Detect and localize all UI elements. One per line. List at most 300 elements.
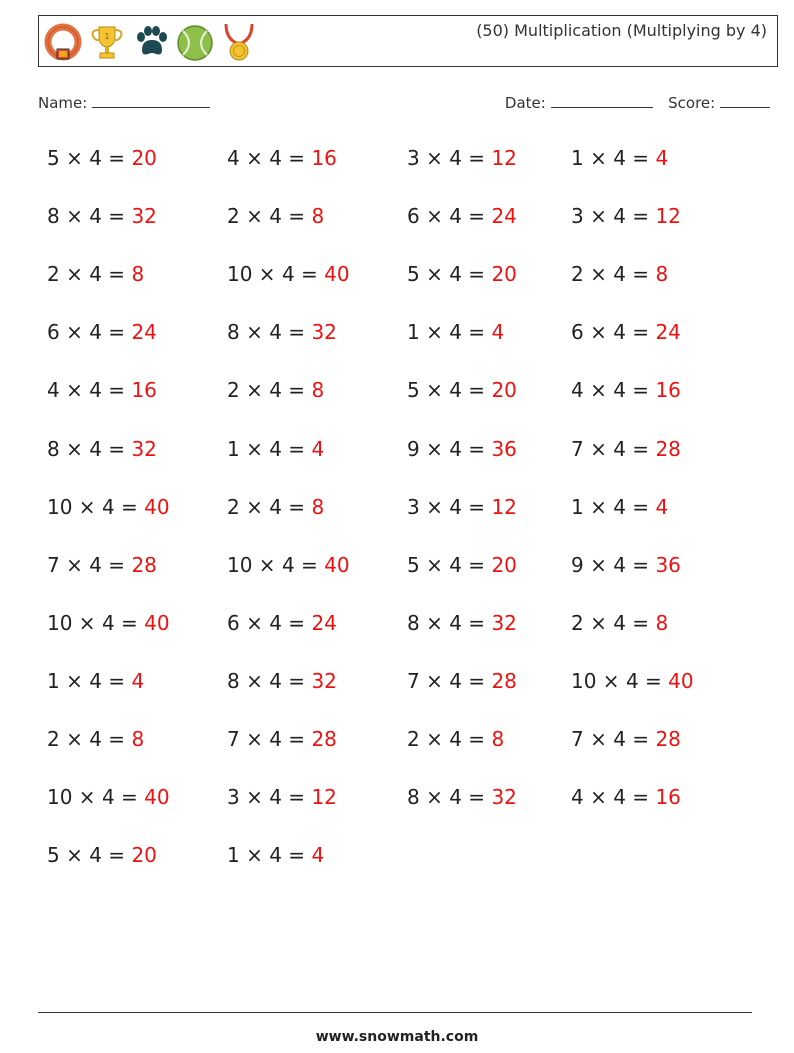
- factor-b: 4: [449, 785, 462, 810]
- equals-sign: =: [101, 320, 132, 345]
- factor-b: 4: [269, 610, 282, 635]
- times-sign: ×: [59, 552, 90, 577]
- answer: 32: [491, 785, 517, 810]
- problem-item: [571, 204, 681, 228]
- answer: 16: [311, 146, 337, 170]
- equals-sign: =: [625, 494, 656, 519]
- equals-sign: =: [461, 785, 492, 810]
- answer: 40: [668, 668, 694, 693]
- times-sign: ×: [239, 843, 270, 868]
- factor-b: 4: [613, 146, 626, 170]
- factor-b: 4: [89, 843, 102, 868]
- equals-sign: =: [461, 146, 492, 170]
- date-score-field: [505, 93, 770, 112]
- problem-item: [407, 378, 517, 402]
- factor-a: 10: [227, 262, 253, 287]
- answer: 8: [131, 727, 145, 751]
- problem-item: [407, 727, 504, 751]
- factor-b: 4: [269, 320, 282, 345]
- factor-a: 1: [571, 494, 584, 519]
- equals-sign: =: [461, 320, 492, 345]
- times-sign: ×: [239, 494, 270, 519]
- times-sign: ×: [72, 494, 102, 519]
- factor-b: 4: [449, 668, 462, 693]
- equals-sign: =: [281, 785, 312, 810]
- life-ring-icon: [43, 22, 83, 62]
- answer: 8: [655, 262, 669, 287]
- problem-item: [47, 727, 144, 751]
- problem-item: [227, 843, 324, 867]
- times-sign: ×: [59, 146, 90, 170]
- answer: 8: [131, 262, 145, 287]
- times-sign: ×: [583, 204, 614, 229]
- answer: 32: [311, 320, 337, 345]
- problem-item: [407, 785, 517, 809]
- factor-a: 2: [47, 262, 60, 287]
- answer: 8: [655, 610, 669, 635]
- factor-b: 4: [613, 320, 626, 345]
- factor-b: 4: [269, 204, 282, 229]
- factor-a: 1: [227, 843, 240, 868]
- factor-a: 5: [47, 843, 60, 868]
- answer: 12: [655, 204, 681, 229]
- factor-a: 9: [407, 436, 420, 461]
- answer: 20: [131, 843, 157, 868]
- factor-a: 2: [227, 378, 240, 403]
- times-sign: ×: [59, 378, 90, 403]
- problem-item: [571, 727, 681, 751]
- factor-a: 1: [47, 668, 60, 693]
- equals-sign: =: [101, 378, 132, 403]
- times-sign: ×: [419, 785, 450, 810]
- problem-item: [47, 843, 157, 867]
- problem-item: [227, 378, 324, 402]
- times-sign: ×: [419, 146, 450, 170]
- answer: 32: [311, 668, 337, 693]
- factor-b: 4: [613, 436, 626, 461]
- times-sign: ×: [419, 494, 450, 519]
- paw-print-icon: [131, 22, 171, 62]
- problem-item: [47, 378, 157, 402]
- answer: 32: [491, 610, 517, 635]
- factor-a: 4: [47, 378, 60, 403]
- answer: 16: [131, 378, 157, 403]
- times-sign: ×: [239, 320, 270, 345]
- factor-a: 10: [47, 785, 73, 810]
- answer: 28: [655, 727, 681, 751]
- factor-a: 10: [227, 552, 253, 577]
- name-field: [38, 93, 210, 112]
- factor-b: 4: [269, 146, 282, 170]
- factor-b: 4: [449, 436, 462, 461]
- problem-item: [571, 146, 668, 170]
- factor-b: 4: [269, 378, 282, 403]
- factor-a: 4: [571, 785, 584, 810]
- times-sign: ×: [596, 668, 626, 693]
- equals-sign: =: [461, 494, 492, 519]
- times-sign: ×: [59, 204, 90, 229]
- factor-a: 2: [47, 727, 60, 751]
- problem-item: [571, 669, 694, 693]
- factor-a: 7: [227, 727, 240, 751]
- answer: 28: [311, 727, 337, 751]
- factor-a: 10: [47, 610, 73, 635]
- times-sign: ×: [59, 843, 90, 868]
- factor-b: 4: [449, 610, 462, 635]
- answer: 40: [144, 785, 170, 810]
- factor-a: 6: [407, 204, 420, 229]
- times-sign: ×: [419, 320, 450, 345]
- equals-sign: =: [294, 262, 325, 287]
- answer: 20: [131, 146, 157, 170]
- problem-item: [227, 785, 337, 809]
- equals-sign: =: [625, 320, 656, 345]
- problem-item: [407, 204, 517, 228]
- equals-sign: =: [638, 668, 669, 693]
- factor-a: 2: [227, 204, 240, 229]
- problem-item: [571, 437, 681, 461]
- factor-a: 8: [47, 204, 60, 229]
- worksheet-title: (50) Multiplication (Multiplying by 4): [476, 21, 767, 40]
- answer: 4: [655, 494, 669, 519]
- factor-b: 4: [613, 494, 626, 519]
- factor-a: 6: [571, 320, 584, 345]
- problem-item: [227, 437, 324, 461]
- factor-b: 4: [269, 668, 282, 693]
- factor-b: 4: [89, 320, 102, 345]
- factor-b: 4: [101, 785, 115, 810]
- factor-b: 4: [449, 552, 462, 577]
- times-sign: ×: [583, 378, 614, 403]
- factor-b: 4: [89, 262, 102, 287]
- factor-a: 8: [227, 320, 240, 345]
- equals-sign: =: [625, 727, 656, 751]
- factor-a: 7: [47, 552, 60, 577]
- problem-item: [407, 495, 517, 519]
- equals-sign: =: [114, 610, 145, 635]
- answer: 24: [311, 610, 337, 635]
- times-sign: ×: [252, 552, 282, 577]
- equals-sign: =: [114, 785, 145, 810]
- factor-a: 3: [571, 204, 584, 229]
- answer: 12: [311, 785, 337, 810]
- equals-sign: =: [625, 378, 656, 403]
- answer: 4: [655, 146, 669, 170]
- factor-a: 2: [571, 262, 584, 287]
- answer: 40: [324, 552, 350, 577]
- factor-a: 7: [571, 436, 584, 461]
- header-box: [38, 15, 778, 67]
- times-sign: ×: [72, 785, 102, 810]
- factor-b: 4: [269, 436, 282, 461]
- problem-item: [407, 146, 517, 170]
- equals-sign: =: [281, 320, 312, 345]
- equals-sign: =: [101, 204, 132, 229]
- medal-icon: [219, 22, 259, 62]
- factor-b: 4: [281, 262, 295, 287]
- problem-item: [47, 262, 144, 286]
- equals-sign: =: [461, 610, 492, 635]
- equals-sign: =: [101, 727, 132, 751]
- answer: 28: [491, 668, 517, 693]
- equals-sign: =: [281, 610, 312, 635]
- times-sign: ×: [583, 552, 614, 577]
- equals-sign: =: [625, 785, 656, 810]
- times-sign: ×: [59, 727, 90, 751]
- factor-b: 4: [613, 204, 626, 229]
- score-label: Score:: [668, 94, 716, 112]
- problem-item: [227, 553, 350, 577]
- problem-item: [407, 320, 504, 344]
- answer: 24: [655, 320, 681, 345]
- factor-b: 4: [89, 552, 102, 577]
- times-sign: ×: [239, 727, 270, 751]
- problem-item: [47, 437, 157, 461]
- problem-item: [407, 553, 517, 577]
- times-sign: ×: [583, 727, 614, 751]
- times-sign: ×: [239, 204, 270, 229]
- score-blank[interactable]: [720, 93, 770, 108]
- name-label: Name:: [38, 94, 88, 112]
- answer: 28: [131, 552, 157, 577]
- factor-b: 4: [89, 204, 102, 229]
- equals-sign: =: [461, 436, 492, 461]
- times-sign: ×: [59, 668, 90, 693]
- factor-a: 8: [47, 436, 60, 461]
- answer: 8: [311, 494, 325, 519]
- times-sign: ×: [419, 668, 450, 693]
- equals-sign: =: [461, 552, 492, 577]
- factor-a: 1: [227, 436, 240, 461]
- factor-b: 4: [269, 843, 282, 868]
- factor-a: 5: [407, 378, 420, 403]
- problem-item: [227, 262, 350, 286]
- factor-a: 2: [407, 727, 420, 751]
- factor-a: 6: [47, 320, 60, 345]
- answer: 36: [655, 552, 681, 577]
- factor-a: 8: [227, 668, 240, 693]
- factor-b: 4: [613, 262, 626, 287]
- answer: 24: [131, 320, 157, 345]
- times-sign: ×: [419, 436, 450, 461]
- factor-b: 4: [101, 610, 115, 635]
- factor-b: 4: [449, 320, 462, 345]
- factor-a: 5: [407, 552, 420, 577]
- answer: 20: [491, 378, 517, 403]
- times-sign: ×: [419, 204, 450, 229]
- equals-sign: =: [461, 204, 492, 229]
- factor-b: 4: [101, 494, 115, 519]
- equals-sign: =: [281, 727, 312, 751]
- factor-b: 4: [613, 378, 626, 403]
- answer: 12: [491, 146, 517, 170]
- problem-item: [227, 495, 324, 519]
- times-sign: ×: [419, 610, 450, 635]
- answer: 4: [311, 843, 325, 868]
- date-label: Date:: [504, 94, 546, 112]
- answer: 4: [311, 436, 325, 461]
- factor-a: 4: [571, 378, 584, 403]
- problem-item: [407, 437, 517, 461]
- problem-item: [227, 669, 337, 693]
- factor-a: 6: [227, 610, 240, 635]
- equals-sign: =: [101, 552, 132, 577]
- problem-item: [47, 320, 157, 344]
- equals-sign: =: [281, 494, 312, 519]
- trophy-icon: [87, 22, 127, 62]
- factor-b: 4: [449, 378, 462, 403]
- answer: 16: [655, 785, 681, 810]
- equals-sign: =: [281, 843, 312, 868]
- problem-item: [571, 262, 668, 286]
- answer: 8: [311, 378, 325, 403]
- equals-sign: =: [625, 262, 656, 287]
- times-sign: ×: [239, 436, 270, 461]
- factor-b: 4: [269, 494, 282, 519]
- factor-a: 3: [227, 785, 240, 810]
- problem-item: [47, 146, 157, 170]
- times-sign: ×: [59, 320, 90, 345]
- answer: 8: [491, 727, 505, 751]
- answer: 32: [131, 436, 157, 461]
- equals-sign: =: [101, 262, 132, 287]
- factor-a: 5: [47, 146, 60, 170]
- factor-a: 8: [407, 785, 420, 810]
- answer: 36: [491, 436, 517, 461]
- equals-sign: =: [625, 610, 656, 635]
- problem-item: [407, 669, 517, 693]
- equals-sign: =: [461, 378, 492, 403]
- answer: 12: [491, 494, 517, 519]
- equals-sign: =: [294, 552, 325, 577]
- equals-sign: =: [461, 668, 492, 693]
- factor-b: 4: [269, 727, 282, 751]
- problem-item: [571, 320, 681, 344]
- times-sign: ×: [252, 262, 282, 287]
- problem-item: [47, 495, 170, 519]
- times-sign: ×: [419, 262, 450, 287]
- footer-divider: [38, 1012, 752, 1013]
- factor-b: 4: [89, 727, 102, 751]
- factor-a: 3: [407, 494, 420, 519]
- equals-sign: =: [461, 262, 492, 287]
- factor-a: 5: [407, 262, 420, 287]
- times-sign: ×: [239, 610, 270, 635]
- factor-a: 1: [571, 146, 584, 170]
- problem-item: [407, 262, 517, 286]
- times-sign: ×: [583, 494, 614, 519]
- answer: 28: [655, 436, 681, 461]
- svg-text:1: 1: [104, 32, 110, 41]
- equals-sign: =: [101, 843, 132, 868]
- times-sign: ×: [59, 436, 90, 461]
- equals-sign: =: [281, 146, 312, 170]
- equals-sign: =: [281, 204, 312, 229]
- problem-item: [571, 495, 668, 519]
- factor-a: 7: [407, 668, 420, 693]
- equals-sign: =: [281, 668, 312, 693]
- factor-b: 4: [613, 785, 626, 810]
- equals-sign: =: [461, 727, 492, 751]
- factor-b: 4: [613, 727, 626, 751]
- answer: 40: [144, 610, 170, 635]
- problem-item: [47, 553, 157, 577]
- problem-item: [47, 611, 170, 635]
- problem-item: [47, 204, 157, 228]
- times-sign: ×: [583, 785, 614, 810]
- factor-a: 9: [571, 552, 584, 577]
- factor-b: 4: [613, 610, 626, 635]
- times-sign: ×: [583, 436, 614, 461]
- times-sign: ×: [583, 610, 614, 635]
- factor-b: 4: [449, 727, 462, 751]
- problem-item: [47, 669, 144, 693]
- factor-a: 10: [47, 494, 73, 519]
- answer: 16: [655, 378, 681, 403]
- factor-b: 4: [89, 668, 102, 693]
- factor-b: 4: [613, 552, 626, 577]
- equals-sign: =: [625, 204, 656, 229]
- factor-b: 4: [449, 262, 462, 287]
- factor-b: 4: [449, 146, 462, 170]
- equals-sign: =: [101, 668, 132, 693]
- answer: 8: [311, 204, 325, 229]
- problem-item: [571, 378, 681, 402]
- times-sign: ×: [72, 610, 102, 635]
- answer: 20: [491, 262, 517, 287]
- answer: 40: [324, 262, 350, 287]
- factor-a: 2: [571, 610, 584, 635]
- equals-sign: =: [625, 552, 656, 577]
- factor-b: 4: [269, 785, 282, 810]
- answer: 40: [144, 494, 170, 519]
- equals-sign: =: [101, 436, 132, 461]
- tennis-ball-icon: [175, 22, 215, 62]
- answer: 32: [131, 204, 157, 229]
- factor-b: 4: [281, 552, 295, 577]
- answer: 4: [491, 320, 505, 345]
- problem-item: [407, 611, 517, 635]
- problem-item: [571, 553, 681, 577]
- equals-sign: =: [281, 436, 312, 461]
- problem-item: [571, 785, 681, 809]
- factor-a: 10: [571, 668, 597, 693]
- times-sign: ×: [419, 552, 450, 577]
- factor-b: 4: [449, 494, 462, 519]
- equals-sign: =: [625, 146, 656, 170]
- equals-sign: =: [625, 436, 656, 461]
- times-sign: ×: [583, 320, 614, 345]
- name-blank[interactable]: [92, 93, 210, 108]
- problem-item: [47, 785, 170, 809]
- equals-sign: =: [281, 378, 312, 403]
- factor-a: 1: [407, 320, 420, 345]
- times-sign: ×: [239, 146, 270, 170]
- answer: 20: [491, 552, 517, 577]
- factor-a: 7: [571, 727, 584, 751]
- problem-item: [227, 204, 324, 228]
- times-sign: ×: [583, 146, 614, 170]
- answer: 4: [131, 668, 145, 693]
- factor-b: 4: [89, 436, 102, 461]
- times-sign: ×: [239, 378, 270, 403]
- factor-b: 4: [89, 378, 102, 403]
- times-sign: ×: [239, 668, 270, 693]
- problem-item: [227, 320, 337, 344]
- times-sign: ×: [239, 785, 270, 810]
- date-blank[interactable]: [551, 93, 653, 108]
- times-sign: ×: [419, 378, 450, 403]
